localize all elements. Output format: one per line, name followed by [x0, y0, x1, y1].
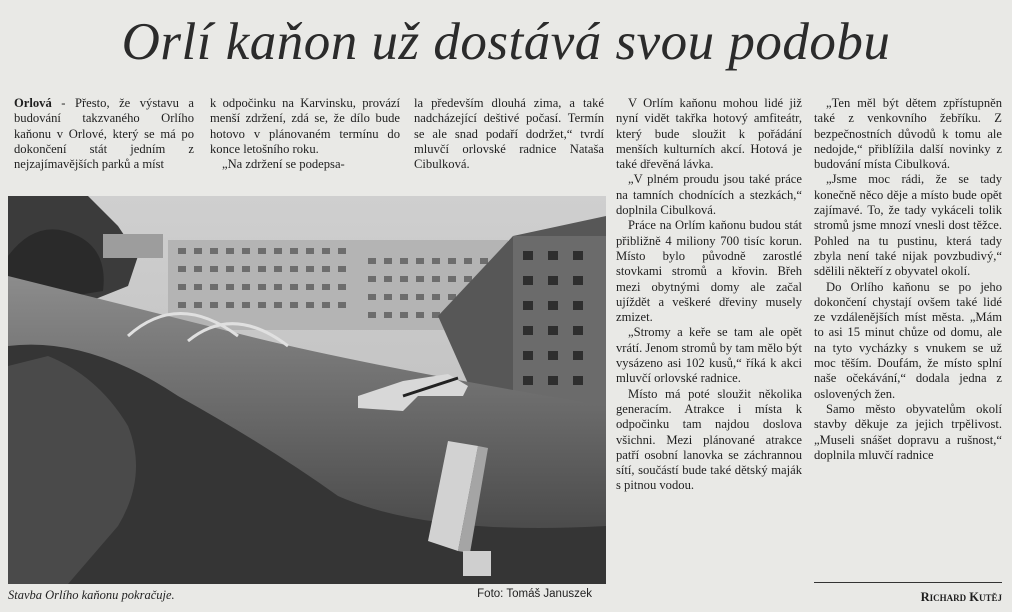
- paragraph: „Jsme moc rádi, že se tady konečně něco děje a místo bude opět zajímavé. To, že tady vykáceli tolik stromů jsme mnozí vnesli dost těžce. Pohled na tu pustinu, která tady zbyla není také nijak povzbudivý,“ sdělili někteří z obyvatel okolí.: [814, 172, 1002, 279]
- article-column-3: [414, 96, 604, 172]
- paragraph: „Na zdržení se podepsa-: [222, 157, 345, 172]
- paragraph: Místo má poté sloužit několika generacím. Atrakce i místa k odpočinku tam najdou doslova všichni. Mezi plánované atrakce patří osobní lanovka se záchrannou sítí, součástí bude také dětský maják s pitnou vodou.: [616, 386, 802, 493]
- author-divider: [814, 582, 1002, 583]
- paragraph: V Orlím kaňonu mohou lidé již nyní vidět takřka hotový amfiteátr, který bude sloužit k pořádání menších kulturních akcí. Hotová je také dřevěná lávka.: [616, 96, 802, 172]
- paragraph: Samo město obyvatelům okolí stavby děkuje za jejich trpělivost. „Museli snášet dopravu a rušnost,“ doplnila mluvčí radnice: [814, 401, 1002, 462]
- paragraph: „Ten měl být dětem zpřístupněn také z venkovního žebříku. Z bezpečnostních důvodů k tomu ale nedojde,“ přiblížila další novinky z budování místa Cibulková.: [814, 96, 1002, 172]
- dateline: Orlová: [14, 96, 52, 110]
- article-column-1: [14, 96, 194, 172]
- construction-photo: [8, 196, 606, 584]
- paragraph: [14, 96, 194, 172]
- paragraph-text: - Přesto, že výstavu a budování takzvaného Orlího kaňonu v Orlové, který se má po dokončení stát jedním z nejzajímavějších parků a míst: [14, 96, 194, 172]
- article-column-5: [814, 96, 1002, 463]
- paragraph: „V plném proudu jsou také práce na tamních chodnících a stezkách,“ doplnila Cibulková.: [616, 172, 802, 218]
- paragraph: k odpočinku na Karvinsku, provází menší zdržení, zdá se, že dílo bude hotovo v plánovaném termínu do konce letošního roku.: [210, 96, 400, 156]
- author-byline: Richard Kutěj: [920, 590, 1002, 604]
- photo-credit: Foto: Tomáš Januszek: [477, 588, 592, 600]
- headline: Orlí kaňon už dostává svou podobu: [121, 13, 891, 71]
- article-column-2: [210, 96, 400, 172]
- paragraph: la především dlouhá zima, a také nadcházející deštivé počasí. Termín se ale snad podaří dodržet,“ tvrdí mluvčí orlovské radnice Nataša Cibulková.: [414, 96, 604, 172]
- paragraph: Do Orlího kaňonu se po jeho dokončení chystají ovšem také lidé ze vzdálenějších míst města. „Mám to asi 15 minut chůze od domu, ale na tyto vycházky s vnukem se už moc těším. Doufám, že místo splní naše očekávání,“ dodala jedna z oslovených žen.: [814, 279, 1002, 401]
- article-column-4: [616, 96, 802, 494]
- paragraph: Práce na Orlím kaňonu budou stát přibližně 4 miliony 700 tisíc korun. Místo bylo původně zarostlé stovkami stromů a křovin. Břeh mezi obytnými domy ale začal ujíždět a veškeré dřeviny musely zmizet.: [616, 218, 802, 325]
- paragraph: „Stromy a keře se tam ale opět vrátí. Jenom stromů by tam mělo být vysázeno asi 102 kusů,“ říká k akci mluvčí orlovské radnice.: [616, 325, 802, 386]
- photo-caption: Stavba Orlího kaňonu pokračuje.: [8, 588, 175, 602]
